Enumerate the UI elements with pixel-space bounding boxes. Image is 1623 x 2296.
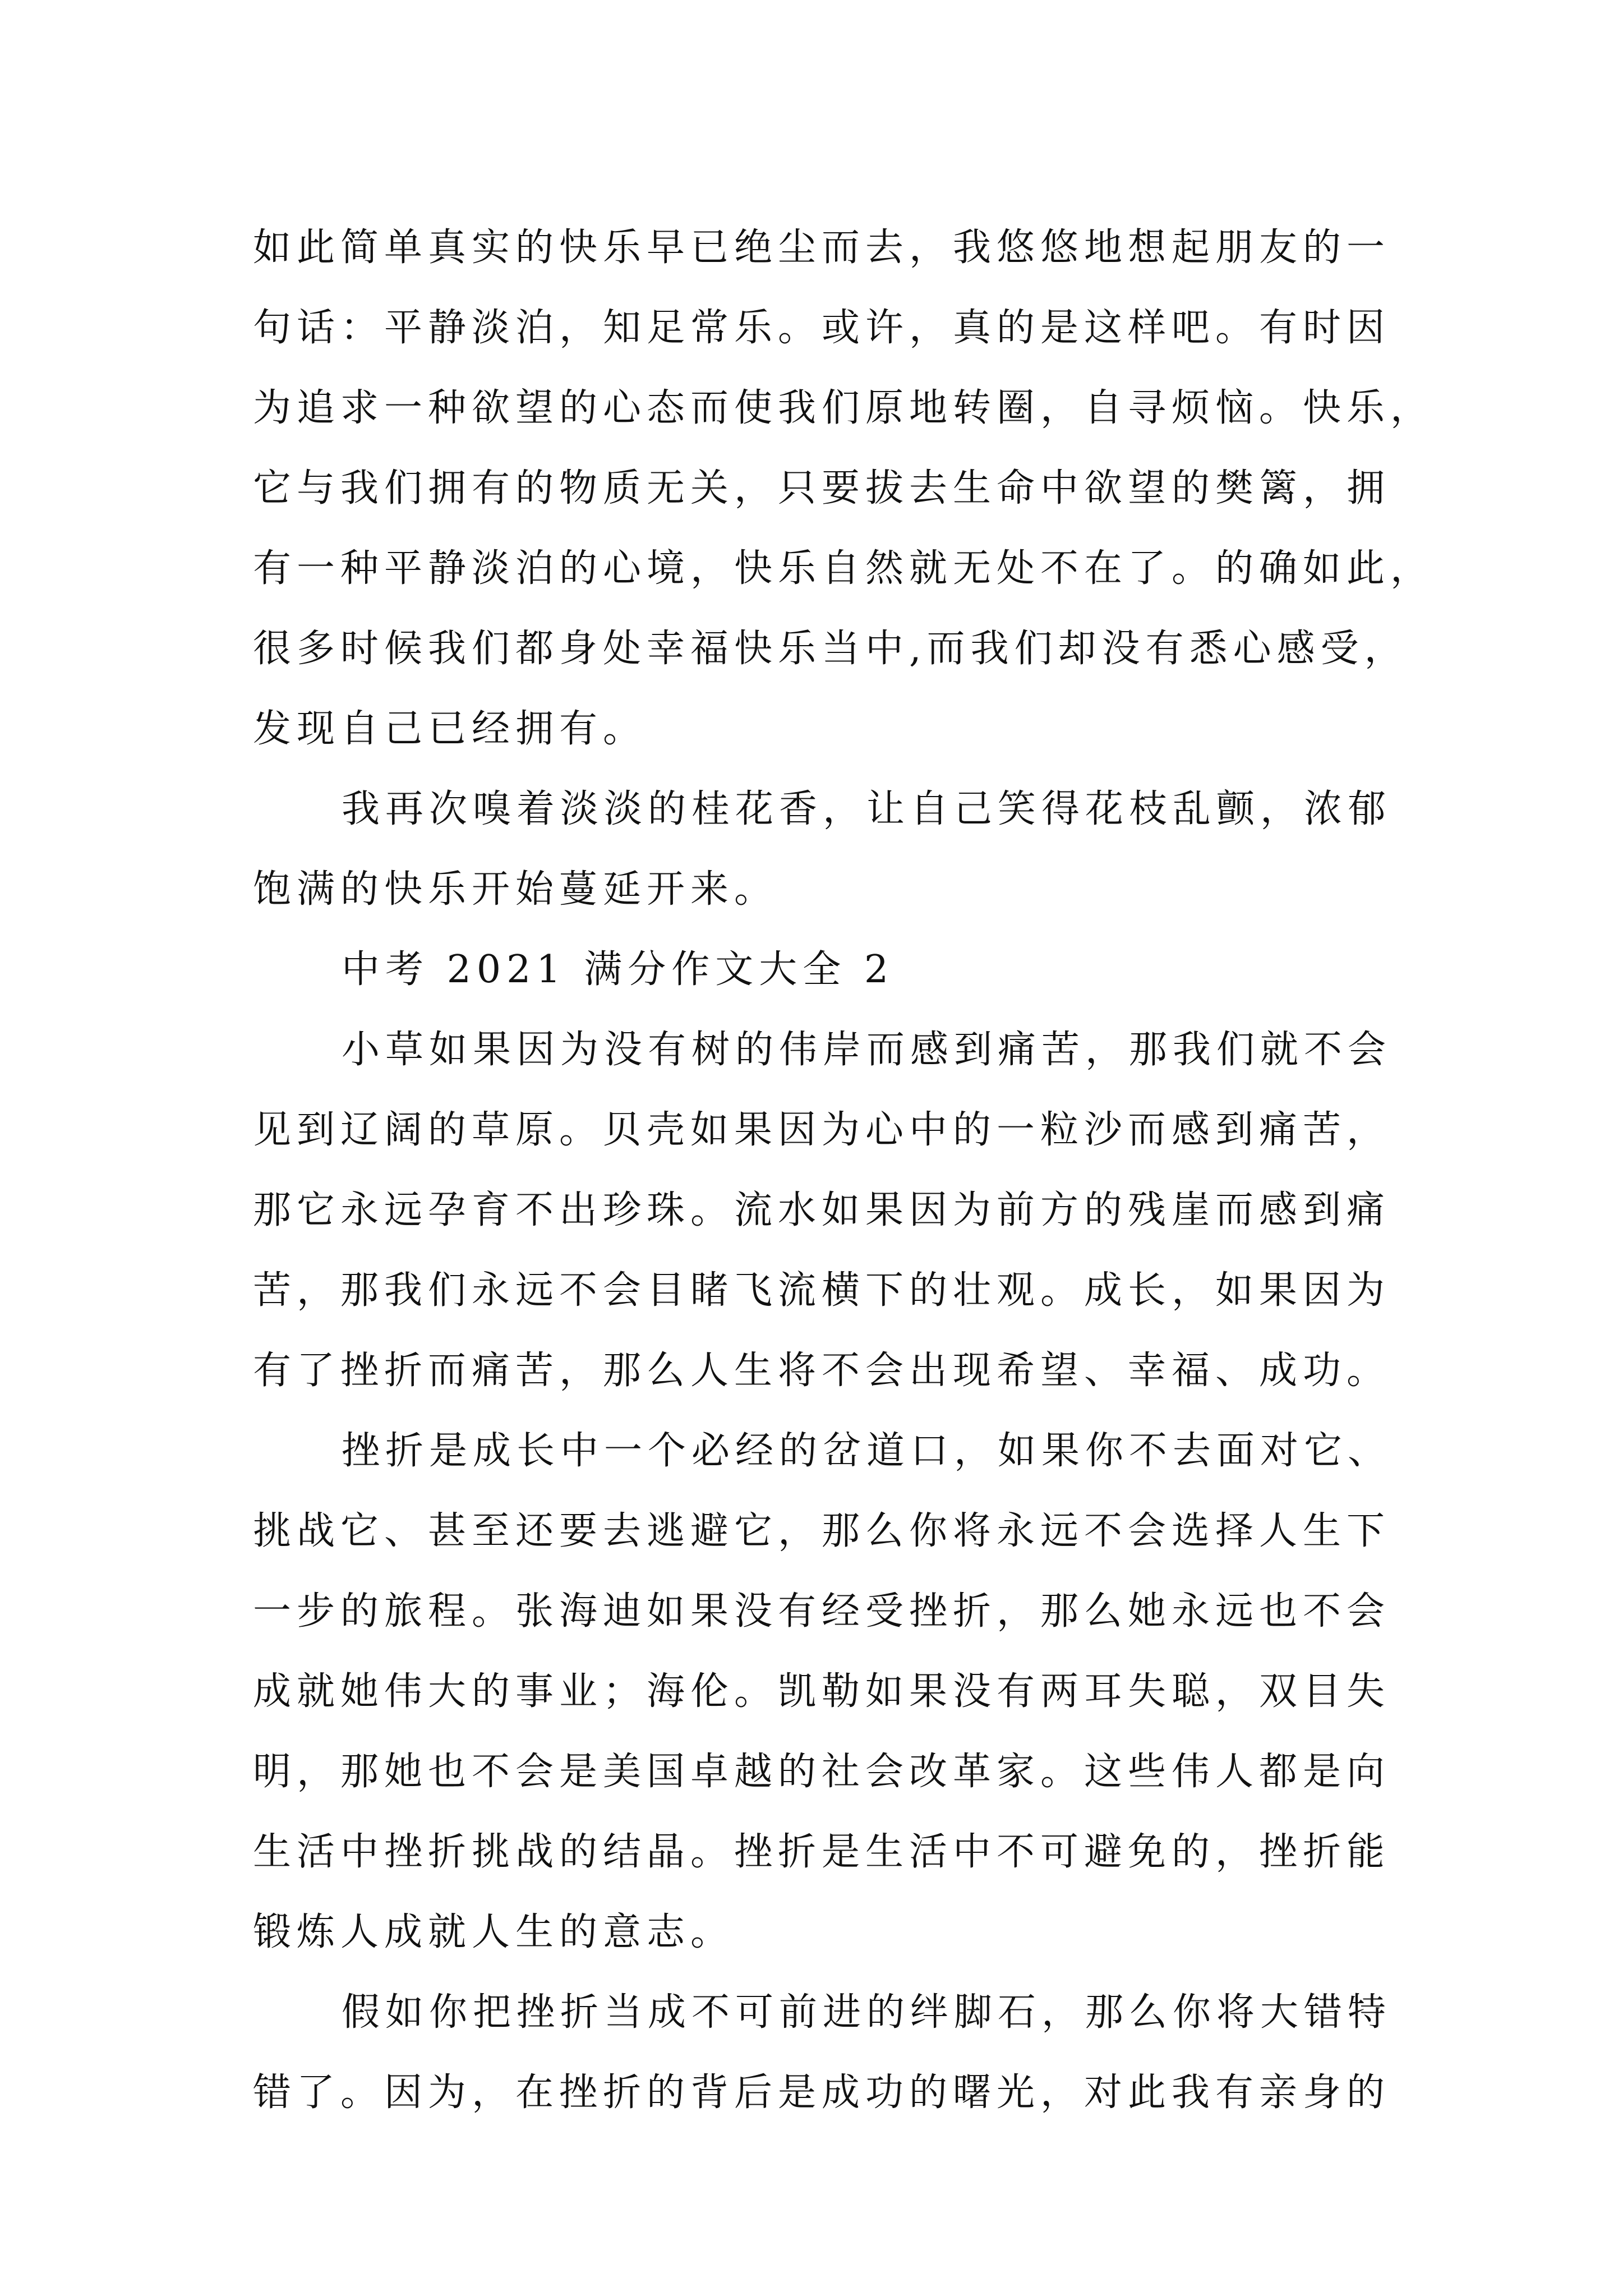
text-line: 一步的旅程。张海迪如果没有经受挫折，那么她永远也不会 [253,1589,1391,1634]
text-line: 生活中挫折挑战的结晶。挫折是生活中不可避免的，挫折能 [253,1830,1391,1874]
text-line: 句话：平静淡泊，知足常乐。或许，真的是这样吧。有时因 [253,306,1391,350]
document-body [253,208,1435,2133]
text-line: 有一种平静淡泊的心境，快乐自然就无处不在了。的确如此， [253,546,1435,591]
text-line: 小草如果因为没有树的伟岸而感到痛苦，那我们就不会 [342,1028,1392,1072]
text-line: 假如你把挫折当成不可前进的绊脚石，那么你将大错特 [342,1990,1392,2035]
text-line: 苦，那我们永远不会目睹飞流横下的壮观。成长，如果因为 [253,1268,1391,1313]
section-heading: 中考 2021 满分作文大全 2 [342,947,895,992]
text-line: 它与我们拥有的物质无关，只要拔去生命中欲望的樊篱，拥 [253,466,1391,510]
text-line: 为追求一种欲望的心态而使我们原地转圈，自寻烦恼。快乐， [253,386,1435,430]
text-line: 有了挫折而痛苦，那么人生将不会出现希望、幸福、成功。 [253,1349,1391,1393]
text-line: 明，那她也不会是美国卓越的社会改革家。这些伟人都是向 [253,1750,1391,1794]
text-line: 那它永远孕育不出珍珠。流水如果因为前方的残崖而感到痛 [253,1188,1391,1232]
text-line: 我再次嗅着淡淡的桂花香，让自己笑得花枝乱颤，浓郁 [342,787,1392,831]
text-line: 成就她伟大的事业；海伦。凯勒如果没有两耳失聪，双目失 [253,1669,1391,1714]
text-line: 饱满的快乐开始蔓延开来。 [253,867,778,912]
text-line: 错了。因为，在挫折的背后是成功的曙光，对此我有亲身的 [253,2070,1391,2115]
text-line: 挑战它、甚至还要去逃避它，那么你将永远不会选择人生下 [253,1509,1391,1553]
text-line: 锻炼人成就人生的意志。 [253,1910,735,1954]
text-line: 见到辽阔的草原。贝壳如果因为心中的一粒沙而感到痛苦， [253,1108,1391,1152]
text-line: 发现自己已经拥有。 [253,707,647,751]
text-line: 挫折是成长中一个必经的岔道口，如果你不去面对它、 [342,1429,1392,1473]
text-line: 如此简单真实的快乐早已绝尘而去，我悠悠地想起朋友的一 [253,226,1391,270]
text-line: 很多时候我们都身处幸福快乐当中,而我们却没有悉心感受， [253,627,1408,671]
